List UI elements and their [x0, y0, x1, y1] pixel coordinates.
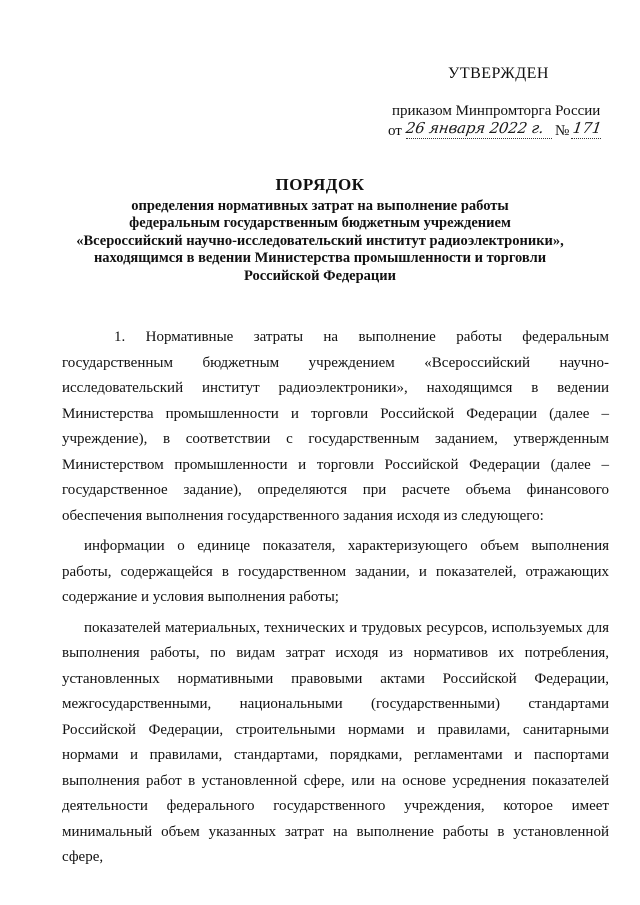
heading-line: находящимся в ведении Министерства промышленности и торговли	[93, 250, 547, 266]
paragraph-3: показателей материальных, технических и трудовых ресурсов, используемых для выполнения работы, по видам затрат исходя из нормативов их потребления, установленных нормативными правовыми актами Российской Федерации, межгосударственными, национальными (государственными) стандартами Российской Федерации, строительными нормами и правилами, санитарными нормами и правилами, стандартами, порядками, регламентами и паспортами выполнения работ в установленной сфере, или на основе усреднения показателей деятельности федерального государственного учреждения, которое имеет минимальный объем указанных затрат на выполнение работы в установленной сфере,	[62, 619, 609, 865]
approval-title: УТВЕРЖДЕН	[448, 65, 549, 82]
heading-line: «Всероссийский научно-исследовательский институт радиоэлектроники»,	[76, 232, 564, 249]
heading-line: определения нормативных затрат на выполнение работы	[131, 197, 509, 214]
number-sign: №	[555, 123, 570, 139]
date-prefix: от	[388, 123, 402, 139]
heading-title: ПОРЯДОК	[275, 175, 365, 194]
number-underline	[571, 138, 601, 139]
handwritten-date: 26 января 2022 г.	[404, 119, 545, 137]
paragraph-1: 1. Нормативные затраты на выполнение работы федеральным государственным бюджетным учреждением «Всероссийский научно-исследовательский институт радиоэлектроники», находящимся в ведении Министерства промышленности и торговли Российской Федерации (далее – учреждение), в соответствии с государственным заданием, утвержденным Министерством промышленности и торговли Российской Федерации (далее – государственное задание), определяются при расчете объема финансового обеспечения выполнения государственного задания исходя из следующего:	[62, 329, 609, 524]
document-body	[62, 325, 609, 871]
approval-block	[384, 64, 614, 143]
paragraph-2: информации о единице показателя, характеризующего объем выполнения работы, содержащейся в государственном задании, и показателей, отражающих содержание и условия выполнения работы;	[62, 538, 609, 605]
document-heading	[40, 176, 600, 285]
handwritten-number: 171	[571, 119, 603, 137]
heading-line: Российской Федерации	[243, 267, 396, 284]
approval-date-line	[388, 121, 614, 143]
date-underline	[406, 138, 552, 139]
approval-order-line: приказом Минпромторга России	[392, 103, 601, 119]
heading-line: федеральным государственным бюджетным учреждением	[129, 215, 511, 231]
